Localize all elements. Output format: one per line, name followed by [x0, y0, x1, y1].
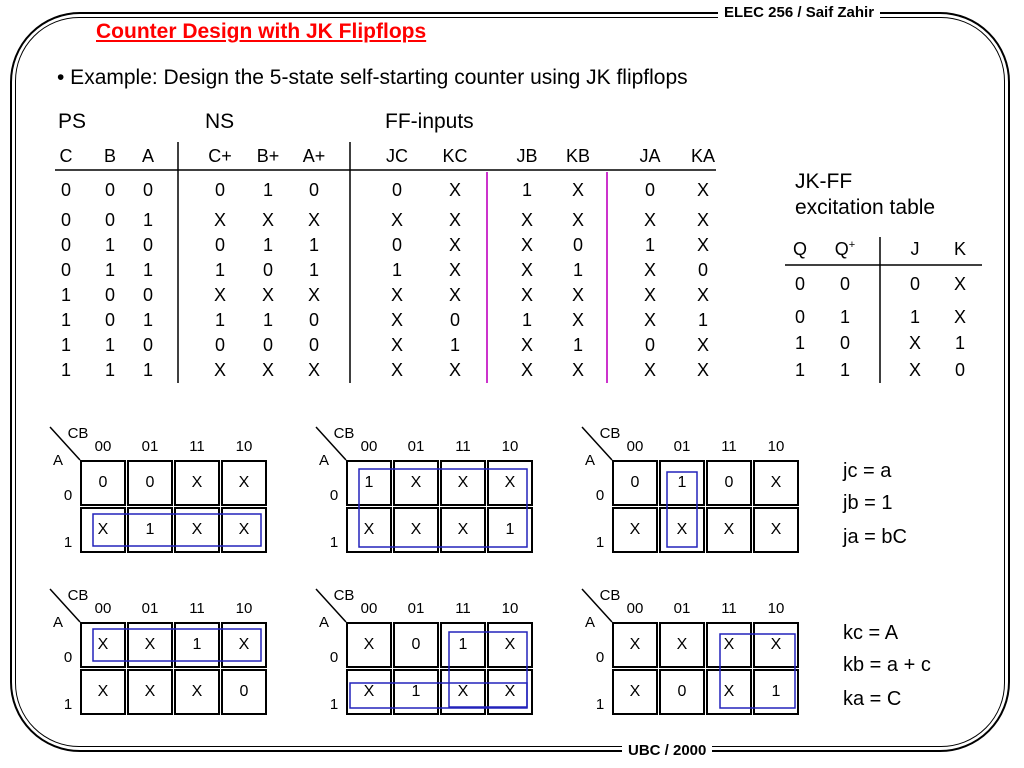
state-table-cell: X: [520, 335, 533, 355]
kmap-cell-border: [754, 623, 798, 667]
state-table-cell: 0: [262, 260, 273, 280]
state-table-cell: X: [213, 360, 226, 380]
equation-jb: jb = 1: [843, 492, 893, 514]
column-header-kb: KB: [565, 146, 590, 166]
column-header-b-next: B+: [256, 146, 280, 166]
kmap-cell-border: [347, 461, 391, 505]
state-table-cell: 0: [60, 235, 71, 255]
kmap-corner-a: A: [318, 614, 329, 631]
state-table-cell: X: [390, 310, 403, 330]
ps-header: PS: [58, 110, 87, 133]
state-table-cell: 0: [104, 180, 115, 200]
kmap-row-label: 0: [595, 649, 605, 666]
state-table-cell: X: [390, 360, 403, 380]
kmap-cell: X: [629, 636, 641, 653]
kmap-corner-cb: CB: [67, 425, 89, 442]
footer-label: UBC / 2000: [622, 742, 712, 759]
state-table-cell: 0: [60, 260, 71, 280]
kmap-cell: X: [504, 474, 516, 491]
kmap-column-label: 00: [94, 438, 112, 455]
state-table-cell: 0: [308, 180, 319, 200]
kmap-cell-border: [754, 508, 798, 552]
kmap-cell: X: [504, 636, 516, 653]
kmap-cell: X: [191, 683, 203, 700]
state-table-cell: 1: [214, 310, 225, 330]
kmap-corner-cb: CB: [599, 587, 621, 604]
state-table-cell: 0: [572, 235, 583, 255]
kmap-cell: X: [457, 521, 469, 538]
state-table-cell: 0: [104, 310, 115, 330]
state-table-cell: 0: [142, 180, 153, 200]
state-table-cell: 0: [391, 235, 402, 255]
kmap-cell: 0: [411, 636, 421, 653]
state-table-cell: X: [520, 210, 533, 230]
state-table-cell: 0: [142, 335, 153, 355]
state-table-cell: 0: [262, 335, 273, 355]
state-table-cell: X: [643, 310, 656, 330]
excitation-cell: 1: [794, 360, 805, 380]
kmap-cell: X: [770, 474, 782, 491]
kmap-column-label: 10: [767, 600, 785, 617]
kmap-column-label: 10: [501, 438, 519, 455]
kmap-row-label: 1: [329, 696, 339, 713]
kmap-cell-border: [128, 461, 172, 505]
state-table-cell: X: [696, 335, 709, 355]
kmap-cell: 1: [192, 636, 202, 653]
state-table-cell: X: [571, 310, 584, 330]
kmap-column-label: 01: [141, 600, 159, 617]
kmap-cell: X: [144, 683, 156, 700]
kmap-row-label: 1: [63, 696, 73, 713]
column-header-c-next: C+: [208, 146, 232, 166]
kmap-column-label: 11: [189, 438, 205, 455]
state-table-cell: 1: [214, 260, 225, 280]
column-header-jb: JB: [516, 146, 538, 166]
kmap-cell: 0: [630, 474, 640, 491]
state-table-cell: X: [571, 180, 584, 200]
excitation-cell: X: [908, 360, 921, 380]
kmap-row-label: 1: [63, 534, 73, 551]
state-table-cell: 1: [521, 310, 532, 330]
kmap-corner-diagonal: [316, 589, 346, 622]
state-table-cell: X: [448, 260, 461, 280]
state-table-cell: 0: [60, 180, 71, 200]
kmap-cell: X: [97, 683, 109, 700]
kmap-column-label: 01: [673, 600, 691, 617]
kmap-cell: 0: [98, 474, 108, 491]
state-table-cell: X: [261, 210, 274, 230]
kmap-cell: 1: [771, 683, 781, 700]
excitation-cell: 0: [839, 274, 850, 294]
state-table-cell: X: [643, 360, 656, 380]
column-header-kc: KC: [442, 146, 468, 166]
column-header-a: A: [141, 146, 154, 166]
excitation-cell: 1: [794, 333, 805, 353]
kmap-cell-border: [394, 508, 438, 552]
kmap-cell-border: [707, 508, 751, 552]
state-table-cell: 1: [697, 310, 708, 330]
state-table-cell: 0: [214, 335, 225, 355]
kmap-cell-border: [81, 461, 125, 505]
kmap-corner-diagonal: [50, 589, 80, 622]
ff-inputs-header: FF-inputs: [385, 110, 474, 133]
state-table-cell: X: [307, 285, 320, 305]
kmap-cell-border: [488, 623, 532, 667]
kmap-cell-border: [660, 670, 704, 714]
state-table-cell: 0: [644, 180, 655, 200]
state-table-cell: X: [696, 210, 709, 230]
state-table-cell: 1: [262, 310, 273, 330]
kmap-cell-border: [81, 670, 125, 714]
state-table-cell: 1: [449, 335, 460, 355]
state-table-cell: 1: [142, 360, 153, 380]
kmap-cell-border: [441, 461, 485, 505]
kmap-column-label: 00: [94, 600, 112, 617]
column-header-b: B: [103, 146, 116, 166]
superscript-plus: +: [848, 239, 856, 251]
kmap-cell-border: [128, 670, 172, 714]
state-table-cell: 0: [308, 310, 319, 330]
equation-ja: ja = bC: [843, 526, 907, 548]
state-table-cell: 0: [142, 235, 153, 255]
kmap-cell: X: [629, 521, 641, 538]
column-header-jc: JC: [386, 146, 408, 166]
excitation-title-line1: JK-FF: [795, 170, 853, 193]
state-table-cell: X: [448, 210, 461, 230]
kmap-column-label: 11: [455, 438, 471, 455]
kmap-column-label: 11: [721, 600, 737, 617]
kmap-cell-border: [707, 461, 751, 505]
state-table-cell: X: [520, 360, 533, 380]
excitation-cell: 0: [954, 360, 965, 380]
state-table-cell: X: [213, 210, 226, 230]
kmap-cell: 1: [145, 521, 155, 538]
state-table-cell: X: [390, 335, 403, 355]
column-header-ka: KA: [690, 146, 715, 166]
excitation-cell: 0: [839, 333, 850, 353]
kmap-cell-border: [222, 670, 266, 714]
excitation-cell: X: [908, 333, 921, 353]
kmap-column-label: 01: [407, 600, 425, 617]
kmap-corner-a: A: [584, 452, 595, 469]
example-bullet: • Example: Design the 5-state self-starting counter using JK flipflops: [57, 66, 688, 89]
kmap-cell: X: [363, 683, 375, 700]
state-table-cell: 0: [214, 235, 225, 255]
state-table-cell: X: [448, 285, 461, 305]
state-table-cell: 1: [142, 260, 153, 280]
excitation-cell: 0: [794, 307, 805, 327]
kmap-column-label: 11: [721, 438, 737, 455]
kmap-column-label: 00: [360, 600, 378, 617]
kmap-cell: 1: [364, 474, 374, 491]
kmap-corner-cb: CB: [67, 587, 89, 604]
excitation-title-line2: excitation table: [795, 196, 936, 219]
state-table-cell: 1: [572, 260, 583, 280]
state-table-cell: 0: [104, 210, 115, 230]
state-table-cell: X: [307, 360, 320, 380]
kmap-cell: X: [410, 521, 422, 538]
kmap-cell: X: [238, 636, 250, 653]
state-table-cell: X: [643, 210, 656, 230]
excitation-cell: 1: [839, 360, 850, 380]
state-table-cell: 1: [308, 260, 319, 280]
ns-header: NS: [205, 110, 235, 133]
state-table-cell: 1: [262, 180, 273, 200]
kmap-cell-border: [222, 461, 266, 505]
kmap-cell: X: [410, 474, 422, 491]
kmap-column-label: 11: [189, 600, 205, 617]
state-table-cell: 1: [572, 335, 583, 355]
state-table-cell: 0: [449, 310, 460, 330]
kmap-cell: 1: [458, 636, 468, 653]
kmap-cell: X: [723, 636, 735, 653]
state-table-cell: X: [390, 210, 403, 230]
state-table-cell: 1: [60, 285, 71, 305]
excitation-cell: X: [953, 274, 966, 294]
state-table-cell: 0: [104, 285, 115, 305]
kmap-cell-border: [347, 508, 391, 552]
state-table-cell: 0: [644, 335, 655, 355]
state-table-cell: 0: [142, 285, 153, 305]
state-table-cell: X: [520, 260, 533, 280]
state-table-cell: 1: [142, 310, 153, 330]
kmap-corner-cb: CB: [333, 587, 355, 604]
state-table-cell: X: [571, 285, 584, 305]
kmap-cell-border: [394, 461, 438, 505]
kmap-column-label: 10: [501, 600, 519, 617]
state-table-cell: X: [520, 235, 533, 255]
column-header-c: C: [59, 146, 73, 166]
kmap-grouping-loop: [93, 629, 261, 661]
excitation-cell: X: [953, 307, 966, 327]
excitation-cell: 1: [954, 333, 965, 353]
kmap-column-label: 10: [235, 438, 253, 455]
state-table-cell: X: [390, 285, 403, 305]
kmap-cell-border: [707, 623, 751, 667]
kmap-row-label: 1: [595, 534, 605, 551]
kmap-cell: 1: [411, 683, 421, 700]
state-table-cell: 0: [308, 335, 319, 355]
kmap-row-label: 1: [595, 696, 605, 713]
kmap-corner-cb: CB: [333, 425, 355, 442]
kmap-cell-border: [394, 623, 438, 667]
kmap-corner-cb: CB: [599, 425, 621, 442]
kmap-cell: X: [770, 636, 782, 653]
state-table-cell: 1: [104, 360, 115, 380]
kmap-cell: X: [97, 636, 109, 653]
kmap-cell: X: [238, 521, 250, 538]
state-table-cell: 1: [104, 260, 115, 280]
kmap-corner-a: A: [584, 614, 595, 631]
kmap-column-label: 00: [626, 600, 644, 617]
state-table-cell: 1: [644, 235, 655, 255]
state-table-cell: X: [696, 180, 709, 200]
state-table-cell: X: [448, 360, 461, 380]
state-table-cell: X: [261, 360, 274, 380]
equation-jc: jc = a: [843, 460, 892, 482]
kmap-column-label: 01: [673, 438, 691, 455]
kmap-cell: X: [676, 521, 688, 538]
kmap-corner-a: A: [52, 614, 63, 631]
kmap-corner-diagonal: [50, 427, 80, 460]
excitation-cell: 0: [909, 274, 920, 294]
excitation-header-k: K: [953, 239, 966, 259]
state-table-cell: 0: [697, 260, 708, 280]
state-table-cell: 1: [104, 335, 115, 355]
kmap-cell: 0: [145, 474, 155, 491]
kmap-cell-border: [613, 461, 657, 505]
kmap-column-label: 11: [455, 600, 471, 617]
kmap-cell-border: [613, 670, 657, 714]
kmap-column-label: 01: [407, 438, 425, 455]
kmap-corner-diagonal: [582, 427, 612, 460]
state-table-cell: X: [696, 285, 709, 305]
equation-kb: kb = a + c: [843, 654, 931, 676]
equation-ka: ka = C: [843, 688, 902, 710]
excitation-header-j: J: [910, 239, 920, 259]
kmap-row-label: 0: [63, 649, 73, 666]
kmap-column-label: 10: [767, 438, 785, 455]
kmap-cell-border: [660, 623, 704, 667]
kmap-cell-border: [175, 461, 219, 505]
kmap-cell-border: [175, 670, 219, 714]
equation-kc: kc = A: [843, 622, 899, 644]
kmap-row-label: 1: [329, 534, 339, 551]
state-table-cell: 1: [60, 335, 71, 355]
kmap-cell-border: [754, 461, 798, 505]
kmap-cell: X: [97, 521, 109, 538]
state-table-cell: X: [643, 285, 656, 305]
state-table-cell: 0: [214, 180, 225, 200]
kmap-cell-border: [441, 508, 485, 552]
kmap-cell-border: [347, 623, 391, 667]
kmap-grouping-loop: [667, 472, 697, 547]
kmap-row-label: 0: [595, 487, 605, 504]
kmap-cell: X: [191, 521, 203, 538]
kmap-cell: 1: [505, 521, 515, 538]
kmap-grouping-loop: [93, 514, 261, 546]
kmap-cell: X: [629, 683, 641, 700]
kmap-cell: 0: [239, 683, 249, 700]
kmap-cell: X: [723, 521, 735, 538]
kmap-cell: X: [363, 636, 375, 653]
kmap-cell: 0: [724, 474, 734, 491]
state-table-cell: X: [520, 285, 533, 305]
excitation-header-q: Q: [792, 239, 807, 259]
kmap-cell: X: [770, 521, 782, 538]
kmap-cell: X: [457, 683, 469, 700]
excitation-cell: 1: [839, 307, 850, 327]
kmap-cell: X: [238, 474, 250, 491]
state-table-cell: X: [448, 235, 461, 255]
kmap-cell: X: [363, 521, 375, 538]
kmap-column-label: 00: [626, 438, 644, 455]
slide-title: Counter Design with JK Flipflops: [96, 20, 427, 43]
kmap-corner-a: A: [52, 452, 63, 469]
kmap-cell: 0: [677, 683, 687, 700]
state-table-cell: X: [643, 260, 656, 280]
kmap-cell: X: [504, 683, 516, 700]
state-table-cell: 1: [142, 210, 153, 230]
kmap-cell: X: [144, 636, 156, 653]
kmap-cell-border: [613, 508, 657, 552]
state-table-cell: 1: [262, 235, 273, 255]
kmap-cell-border: [488, 508, 532, 552]
kmap-cell: X: [457, 474, 469, 491]
state-table-cell: X: [261, 285, 274, 305]
kmap-cell: X: [723, 683, 735, 700]
kmap-row-label: 0: [63, 487, 73, 504]
kmap-cell-border: [613, 623, 657, 667]
state-table-cell: 1: [308, 235, 319, 255]
kmap-row-label: 0: [329, 487, 339, 504]
state-table-cell: X: [571, 210, 584, 230]
state-table-cell: 0: [391, 180, 402, 200]
state-table-cell: X: [571, 360, 584, 380]
kmap-cell-border: [441, 623, 485, 667]
kmap-corner-diagonal: [582, 589, 612, 622]
excitation-cell: 1: [909, 307, 920, 327]
kmap-cell: 1: [677, 474, 687, 491]
kmap-cell-border: [488, 461, 532, 505]
state-table-cell: X: [307, 210, 320, 230]
state-table-cell: 0: [60, 210, 71, 230]
kmap-column-label: 00: [360, 438, 378, 455]
state-table-cell: X: [696, 235, 709, 255]
state-table-cell: X: [213, 285, 226, 305]
state-table-cell: X: [696, 360, 709, 380]
state-table-cell: 1: [104, 235, 115, 255]
state-table-cell: 1: [60, 360, 71, 380]
kmap-column-label: 01: [141, 438, 159, 455]
excitation-cell: 0: [794, 274, 805, 294]
excitation-header-q-next: Q+: [834, 239, 856, 259]
state-table-cell: 1: [391, 260, 402, 280]
kmap-corner-diagonal: [316, 427, 346, 460]
kmap-cell: X: [676, 636, 688, 653]
course-header: ELEC 256 / Saif Zahir: [718, 4, 880, 21]
kmap-row-label: 0: [329, 649, 339, 666]
column-header-ja: JA: [639, 146, 661, 166]
state-table-cell: X: [448, 180, 461, 200]
column-header-a-next: A+: [302, 146, 326, 166]
state-table-cell: 1: [521, 180, 532, 200]
state-table-cell: 1: [60, 310, 71, 330]
kmap-corner-a: A: [318, 452, 329, 469]
kmap-column-label: 10: [235, 600, 253, 617]
kmap-cell: X: [191, 474, 203, 491]
